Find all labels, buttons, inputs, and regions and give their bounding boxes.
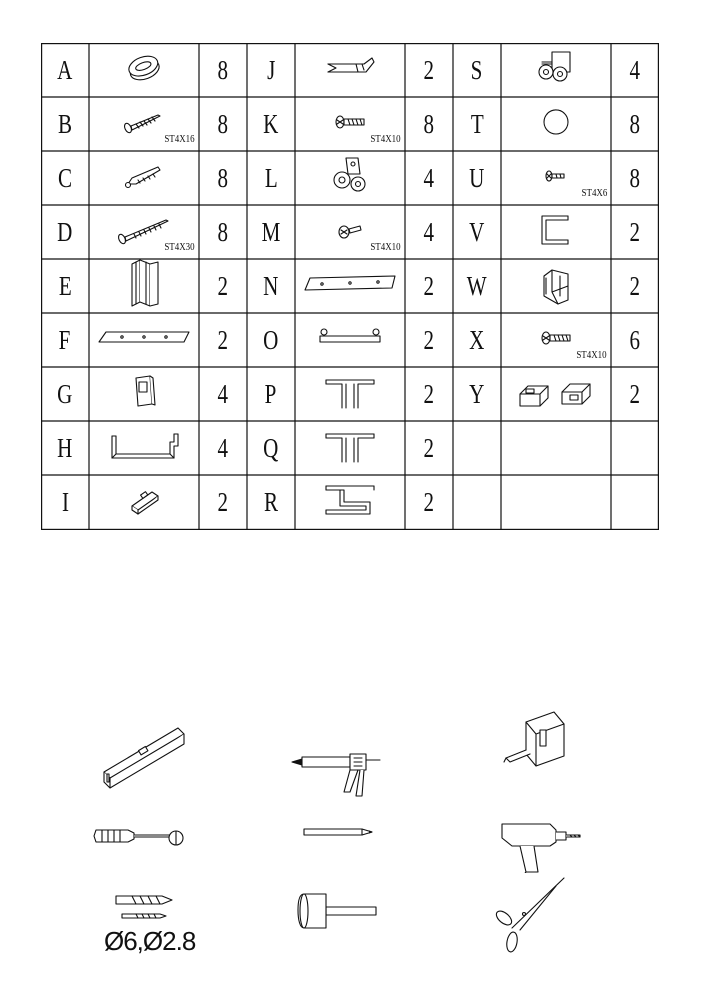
part-picture	[295, 475, 405, 529]
part-picture	[295, 151, 405, 205]
part-letter-text: D	[57, 216, 73, 247]
part-quantity	[199, 421, 247, 475]
part-picture	[501, 367, 611, 421]
part-letter-text: Q	[263, 432, 279, 463]
part-quantity	[611, 97, 659, 151]
part-letter	[247, 259, 295, 313]
part-letter	[247, 421, 295, 475]
part-quantity	[199, 205, 247, 259]
part-letter-text: G	[57, 378, 73, 409]
part-picture	[501, 97, 611, 151]
part-picture	[501, 313, 611, 367]
stopper-icon	[94, 475, 194, 530]
guide-clip-icon	[300, 43, 400, 98]
part-quantity	[199, 97, 247, 151]
part-quantity	[405, 367, 453, 421]
part-letter	[247, 151, 295, 205]
part-quantity-text: 2	[423, 378, 435, 409]
part-letter-text: P	[265, 378, 277, 409]
part-picture	[295, 367, 405, 421]
scissors-icon	[476, 863, 576, 953]
part-letter-text: T	[470, 108, 484, 139]
part-quantity	[611, 313, 659, 367]
part-letter-text: J	[266, 54, 276, 85]
flat-bar-icon	[94, 313, 194, 368]
cover-cap-icon	[506, 97, 606, 152]
part-letter	[247, 205, 295, 259]
part-quantity-text: 2	[423, 324, 435, 355]
part-quantity-text: 8	[217, 108, 229, 139]
spirit-level-icon	[84, 702, 204, 802]
part-picture	[89, 475, 199, 529]
part-quantity	[611, 367, 659, 421]
part-quantity	[405, 259, 453, 313]
part-picture	[89, 313, 199, 367]
part-quantity-text: 8	[217, 54, 229, 85]
part-picture	[89, 97, 199, 151]
wall-profile-icon	[94, 259, 194, 314]
part-letter-text: M	[261, 216, 281, 247]
part-quantity-text: 2	[423, 432, 435, 463]
part-letter-text: R	[263, 486, 279, 517]
part-letter	[247, 367, 295, 421]
part-quantity	[405, 151, 453, 205]
part-letter	[453, 313, 501, 367]
end-cap-icon	[94, 367, 194, 422]
end-block-icon	[506, 367, 606, 422]
part-quantity	[199, 313, 247, 367]
part-quantity	[199, 475, 247, 529]
seal-strip-icon	[300, 367, 400, 422]
oval-spacer-icon	[94, 43, 194, 98]
part-quantity-text: 8	[217, 216, 229, 247]
part-quantity-text: 2	[629, 378, 641, 409]
part-spec: ST4X16	[164, 134, 195, 145]
part-quantity-text: 2	[217, 270, 229, 301]
part-spec: ST4X6	[581, 188, 607, 199]
part-quantity-text: 2	[629, 216, 641, 247]
part-picture	[295, 313, 405, 367]
magnetic-strip-icon	[300, 475, 400, 530]
plate-icon	[300, 259, 400, 314]
part-quantity-text: 8	[217, 162, 229, 193]
roller-icon	[300, 151, 400, 206]
part-letter	[41, 475, 89, 529]
part-picture	[295, 43, 405, 97]
part-quantity-text: 8	[629, 108, 641, 139]
part-letter	[41, 97, 89, 151]
handle-bar-icon	[300, 313, 400, 368]
part-quantity-text: 2	[423, 486, 435, 517]
part-quantity	[405, 97, 453, 151]
part-quantity	[611, 205, 659, 259]
part-quantity	[611, 43, 659, 97]
caulking-gun-icon	[280, 722, 400, 802]
part-letter	[41, 259, 89, 313]
part-picture	[89, 151, 199, 205]
part-letter	[453, 151, 501, 205]
part-picture	[501, 205, 611, 259]
part-letter-text: K	[263, 108, 279, 139]
part-letter-text: A	[57, 54, 73, 85]
part-letter	[453, 259, 501, 313]
part-quantity	[199, 367, 247, 421]
part-spec: ST4X10	[576, 350, 607, 361]
part-letter	[453, 367, 501, 421]
part-picture	[295, 259, 405, 313]
part-quantity	[405, 313, 453, 367]
screwdriver-icon	[80, 811, 200, 861]
bottom-track-icon	[94, 421, 194, 476]
pencil-icon	[288, 817, 388, 847]
part-quantity-text: 4	[423, 162, 435, 193]
part-letter	[41, 313, 89, 367]
part-quantity-text: 8	[423, 108, 435, 139]
part-letter-text: Y	[469, 378, 485, 409]
parts-table	[41, 43, 659, 530]
part-letter-text: I	[61, 486, 69, 517]
part-quantity	[199, 43, 247, 97]
part-picture	[89, 205, 199, 259]
part-letter	[453, 97, 501, 151]
part-picture	[89, 421, 199, 475]
part-picture	[295, 205, 405, 259]
part-quantity-text: 6	[629, 324, 641, 355]
part-quantity	[405, 475, 453, 529]
part-quantity	[405, 421, 453, 475]
part-picture	[501, 43, 611, 97]
part-letter	[41, 367, 89, 421]
part-quantity	[405, 43, 453, 97]
tape-measure-icon	[486, 699, 586, 789]
seal-strip-icon	[300, 421, 400, 476]
part-letter-text: U	[469, 162, 485, 193]
part-quantity-text: 4	[217, 432, 229, 463]
part-letter	[247, 475, 295, 529]
part-letter-text: C	[57, 162, 73, 193]
part-picture	[501, 259, 611, 313]
part-quantity-text: 4	[217, 378, 229, 409]
part-quantity-text: 4	[423, 216, 435, 247]
part-quantity	[199, 151, 247, 205]
part-quantity-text: 4	[629, 54, 641, 85]
part-spec: ST4X10	[370, 242, 401, 253]
part-quantity	[405, 205, 453, 259]
part-letter-text: O	[263, 324, 279, 355]
part-spec: ST4X30	[164, 242, 195, 253]
part-picture	[89, 43, 199, 97]
roller-assembly-icon	[506, 43, 606, 98]
part-quantity-text: 2	[423, 54, 435, 85]
part-letter	[41, 205, 89, 259]
part-letter	[247, 313, 295, 367]
part-letter-text: X	[469, 324, 485, 355]
wall-anchor-icon	[94, 151, 194, 206]
part-letter	[41, 43, 89, 97]
part-quantity	[611, 151, 659, 205]
part-letter-text: F	[59, 324, 71, 355]
part-quantity-text: 2	[217, 486, 229, 517]
part-quantity	[611, 259, 659, 313]
part-picture	[501, 151, 611, 205]
part-picture	[295, 97, 405, 151]
part-letter-text: H	[57, 432, 73, 463]
part-quantity-text: 2	[629, 270, 641, 301]
corner-bracket-icon	[506, 259, 606, 314]
drill-bits-icon	[106, 881, 186, 931]
part-quantity-text: 2	[217, 324, 229, 355]
part-quantity-text: 2	[423, 270, 435, 301]
part-letter	[41, 151, 89, 205]
part-picture	[89, 367, 199, 421]
mallet-icon	[284, 880, 384, 940]
part-letter-text: W	[467, 270, 487, 301]
part-letter-text: E	[58, 270, 72, 301]
part-letter	[247, 43, 295, 97]
part-letter	[453, 43, 501, 97]
part-letter	[247, 97, 295, 151]
part-letter-text: N	[263, 270, 279, 301]
part-quantity	[199, 259, 247, 313]
part-spec: ST4X10	[370, 134, 401, 145]
part-letter-text: L	[264, 162, 278, 193]
part-letter-text: S	[471, 54, 483, 85]
part-letter-text: V	[469, 216, 485, 247]
part-picture	[295, 421, 405, 475]
part-quantity-text: 8	[629, 162, 641, 193]
part-letter	[41, 421, 89, 475]
part-letter-text: B	[57, 108, 73, 139]
part-letter	[453, 205, 501, 259]
drill-bit-sizes: Ø6,Ø2.8	[104, 926, 196, 956]
u-channel-icon	[506, 205, 606, 260]
part-picture	[89, 259, 199, 313]
